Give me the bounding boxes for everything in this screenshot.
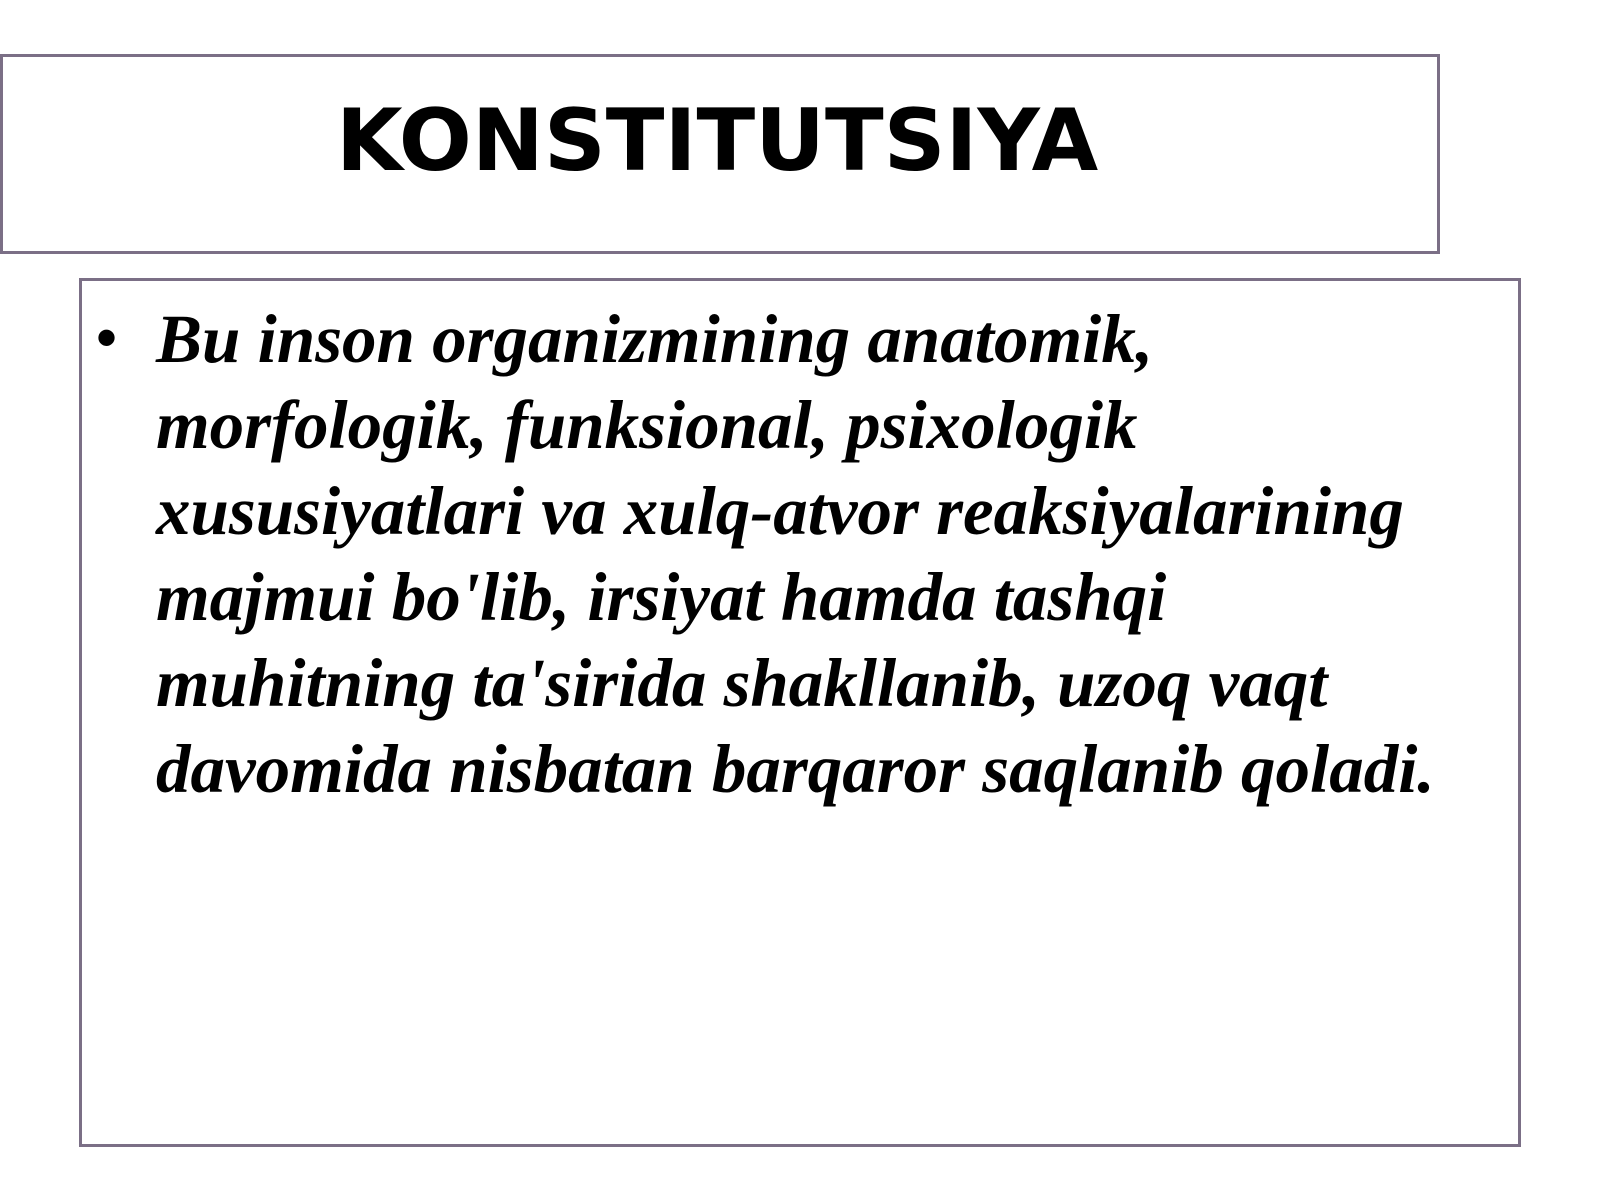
bullet-text-line: muhitning ta'sirida shakllanib, uzoq vaqt: [156, 645, 1328, 721]
bullet-marker: •: [96, 304, 118, 371]
bullet-text-line: xususiyatlari va xulq-atvor reaksiyalarining: [156, 473, 1404, 549]
bullet-text-line: davomida nisbatan barqaror saqlanib qoladi.: [156, 731, 1435, 807]
bullet-text: [156, 296, 1506, 812]
bullet-text-line: Bu inson organizmining anatomik,: [156, 301, 1154, 377]
slide-title: KONSTITUTSIYA: [336, 91, 1099, 191]
bullet-text-line: morfologik, funksional, psixologik: [156, 387, 1138, 463]
bullet-text-line: majmui bo'lib, irsiyat hamda tashqi: [156, 559, 1167, 635]
